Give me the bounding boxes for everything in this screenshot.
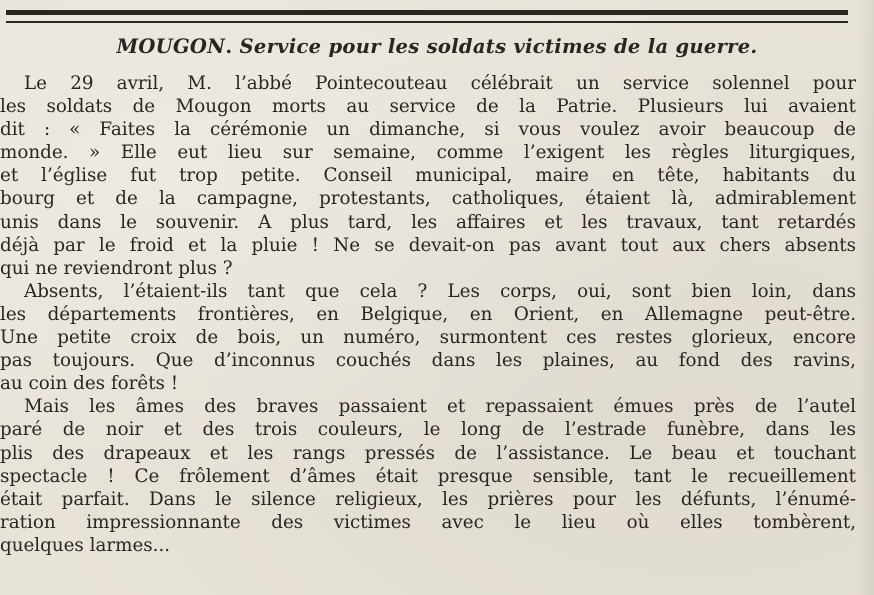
paragraph-1-line-1: Le 29 avril, M. l’abbé Pointecouteau célébrait un service solennel pour bbox=[24, 73, 856, 94]
top-thick-rule bbox=[6, 10, 848, 15]
paragraph-1-line-6: bourg et de la campagne, protestants, catholiques, étaient là, admirablement bbox=[0, 188, 856, 210]
paragraph-1-line-3: dit : « Faites la cérémonie un dimanche, si vous voulez avoir beaucoup de bbox=[0, 119, 856, 141]
paragraph-3-line-3: plis des drapeaux et les rangs pressés de l’assistance. Le beau et touchant bbox=[0, 442, 856, 464]
paragraph-3-line-5: était parfait. Dans le silence religieux, les prières pour les défunts, l’énumé- bbox=[0, 488, 856, 510]
paragraph-3-line-4: spectacle ! Ce frôlement d’âmes était presque sensible, tant le recueillement bbox=[0, 465, 856, 487]
paragraph-1-line-2: les soldats de Mougon morts au service de la Patrie. Plusieurs lui avaient bbox=[0, 96, 856, 118]
top-thin-rule bbox=[6, 21, 848, 23]
paragraph-1-line-8: déjà par le froid et la pluie ! Ne se devait-on pas avant tout aux chers absents bbox=[0, 234, 856, 256]
paragraph-1-line-9: qui ne reviendront plus ? bbox=[0, 257, 233, 279]
paragraph-2-line-5: au coin des forêts ! bbox=[0, 373, 179, 395]
article-headline bbox=[0, 34, 874, 60]
paragraph-1-line-4: monde. » Elle eut lieu sur semaine, comme l’exigent les règles liturgiques, bbox=[0, 142, 856, 164]
paragraph-1-line-5: et l’église fut trop petite. Conseil municipal, maire en tête, habitants du bbox=[0, 165, 856, 187]
paragraph-1-line-7: unis dans le souvenir. A plus tard, les affaires et les travaux, tant retardés bbox=[0, 211, 856, 233]
paragraph-3-line-7: quelques larmes... bbox=[0, 534, 171, 556]
paragraph-3-line-2: paré de noir et des trois couleurs, le long de l’estrade funèbre, dans les bbox=[0, 419, 856, 441]
paragraph-2-line-4: pas toujours. Que d’inconnus couchés dans les plaines, au fond des ravins, bbox=[0, 350, 856, 372]
paragraph-3-line-6: ration impressionnante des victimes avec le lieu où elles tombèrent, bbox=[0, 511, 856, 533]
headline-place: MOUGON bbox=[116, 35, 226, 58]
headline-separator: . bbox=[225, 35, 240, 58]
paragraph-2-line-3: Une petite croix de bois, un numéro, surmontent ces restes glorieux, encore bbox=[0, 327, 856, 349]
headline-title: Service pour les soldats victimes de la guerre. bbox=[239, 35, 758, 58]
paragraph-2-line-1: Absents, l’étaient-ils tant que cela ? Les corps, oui, sont bien loin, dans bbox=[24, 280, 856, 302]
page-edge-shadow bbox=[858, 0, 874, 595]
article-body bbox=[0, 72, 856, 557]
paragraph-3-line-1: Mais les âmes des braves passaient et repassaient émues près de l’autel bbox=[24, 396, 856, 418]
paragraph-2-line-2: les départements frontières, en Belgique, en Orient, en Allemagne peut-être. bbox=[0, 303, 856, 325]
